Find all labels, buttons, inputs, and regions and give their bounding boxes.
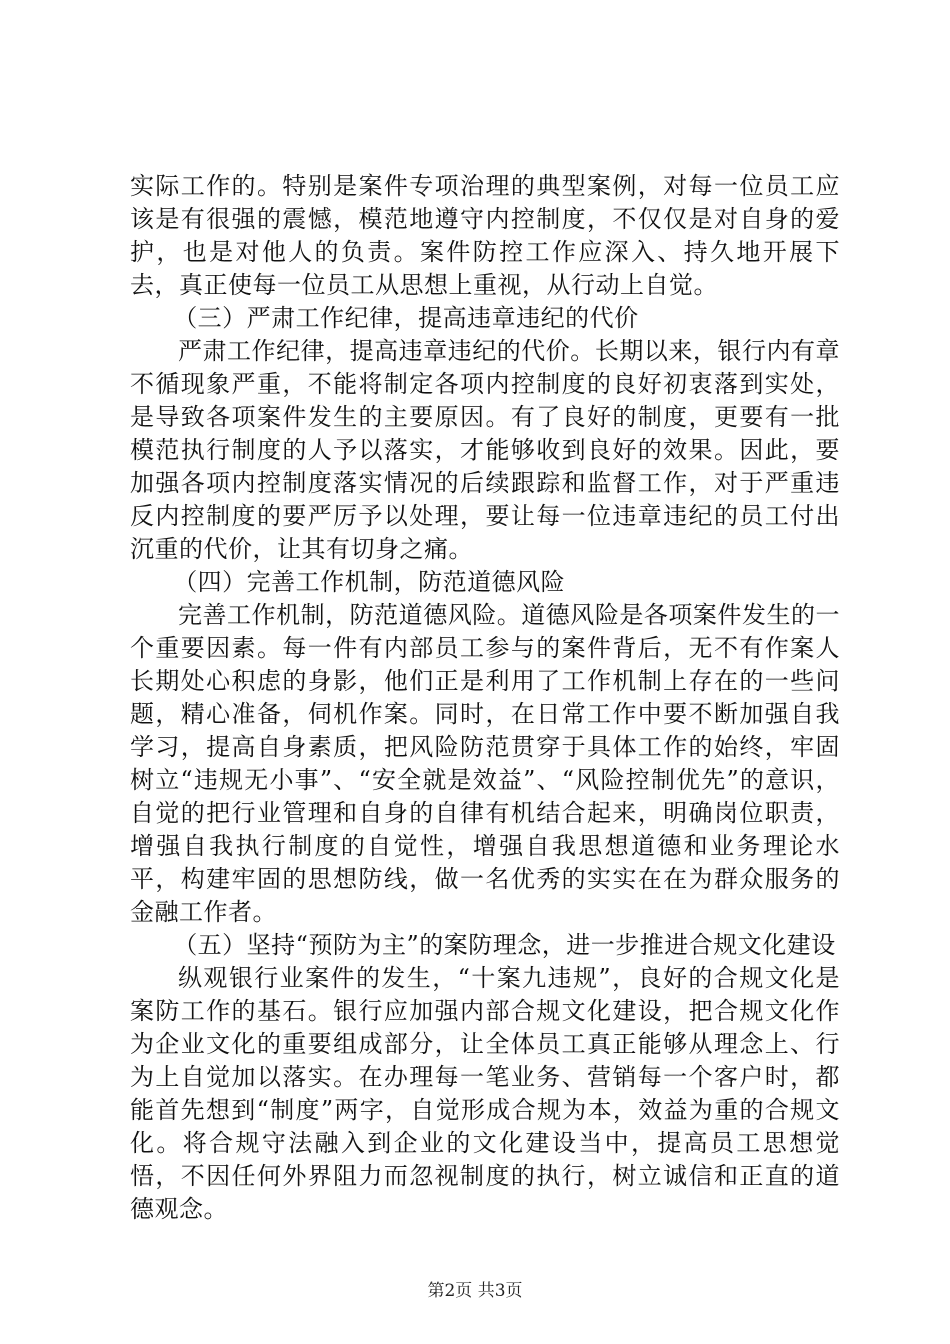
paragraph-section-4: 完善工作机制，防范道德风险。道德风险是各项案件发生的一个重要因素。每一件有内部员工参与的案件背后，无不有作案人长期处心积虑的身影，他们正是利用了工作机制上存在的一些问题，精心准备，伺机作案。同时，在日常工作中要不断加强自我学习，提高自身素质，把风险防范贯穿于具体工作的始终，牢固树立“违规无小事”、“安全就是效益”、“风险控制优先”的意识，自觉的把行业管理和自身的自律有机结合起来，明确岗位职责，增强自我执行制度的自觉性，增强自我思想道德和业务理论水平，构建牢固的思想防线，做一名优秀的实实在在为群众服务的金融工作者。 [130, 601, 840, 926]
paragraph-continued: 实际工作的。特别是案件专项治理的典型案例，对每一位员工应该是有很强的震憾，模范地遵守内控制度，不仅仅是对自身的爱护，也是对他人的负责。案件防控工作应深入、持久地开展下去，真正使每一位员工从思想上重视，从行动上自觉。 [130, 172, 840, 299]
document-body [130, 170, 840, 1226]
page-footer [0, 1276, 950, 1301]
section-heading-5: （五）坚持“预防为主”的案防理念，进一步推进合规文化建设 [173, 931, 836, 959]
paragraph-section-3: 严肃工作纪律，提高违章违纪的代价。长期以来，银行内有章不循现象严重，不能将制定各项内控制度的良好初衷落到实处，是导致各项案件发生的主要原因。有了良好的制度，更要有一批模范执行制度的人予以落实，才能够收到良好的效果。因此，要加强各项内控制度落实情况的后续跟踪和监督工作，对于严重违反内控制度的要严厉予以处理，要让每一位违章违纪的员工付出沉重的代价，让其有切身之痛。 [130, 337, 840, 563]
section-heading-3: （三）严肃工作纪律，提高违章违纪的代价 [173, 304, 639, 332]
section-heading-4: （四）完善工作机制，防范道德风险 [173, 568, 566, 596]
page-number-label: 第2页 共3页 [427, 1281, 523, 1301]
paragraph-section-5: 纵观银行业案件的发生，“十案九违规”，良好的合规文化是案防工作的基石。银行应加强内部合规文化建设，把合规文化作为企业文化的重要组成部分，让全体员工真正能够从理念上、行为上自觉加以落实。在办理每一笔业务、营销每一个客户时，都能首先想到“制度”两字，自觉形成合规为本，效益为重的合规文化。将合规守法融入到企业的文化建设当中，提高员工思想觉悟，不因任何外界阻力而忽视制度的执行，树立诚信和正直的道德观念。 [130, 964, 840, 1223]
